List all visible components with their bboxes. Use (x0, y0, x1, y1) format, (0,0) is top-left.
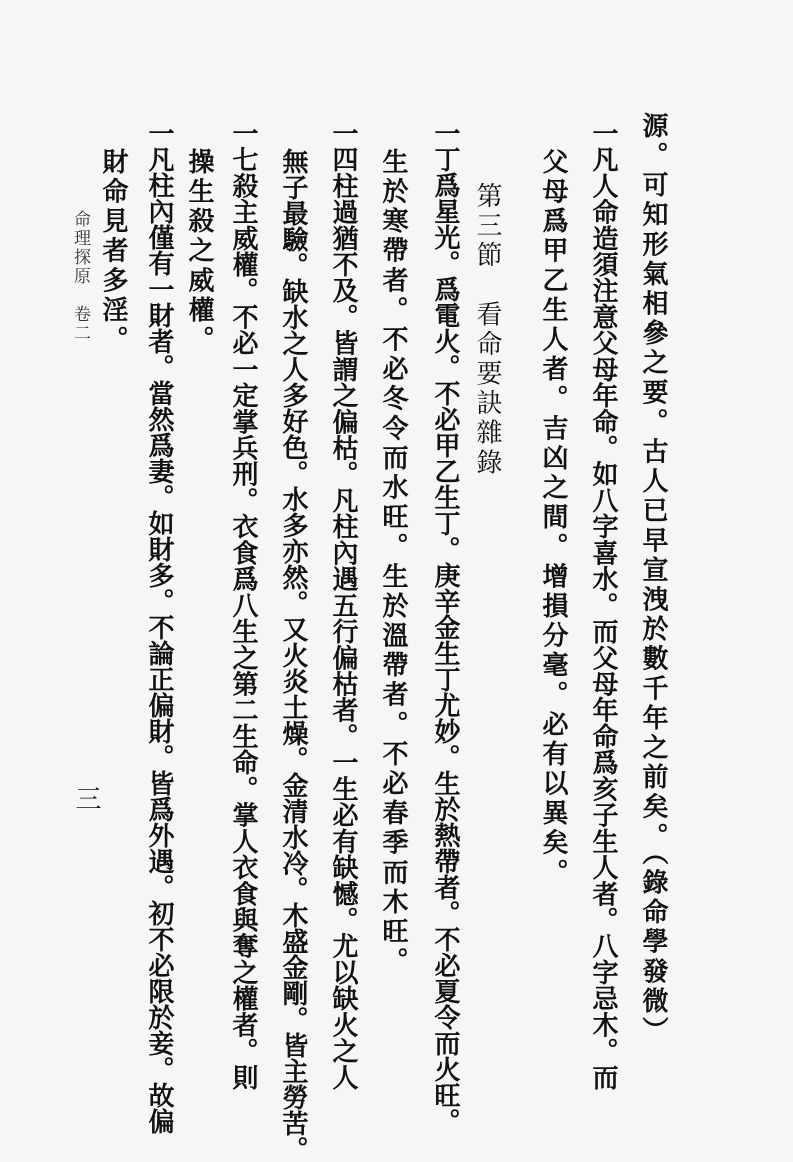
page-number: 三 (71, 785, 101, 811)
text-column-1: 源。可知形氣相參之要。古人已早宣洩於數千年之前矣。（錄命學發微） (638, 112, 668, 1047)
text-column-2: 一凡人命造須注意父母年命。如八字喜水。而父母年命爲亥子生人者。八字忌木。而 (588, 120, 618, 1091)
text-column-8: 無子最驗。缺水之人多好色。水多亦然。又火炎土燥。金清水冷。木盛金剛。皆主勞苦。 (278, 148, 308, 1162)
running-title: 命理探原 卷二 (70, 210, 90, 343)
section-heading: 第三節 看命要訣雜錄 (472, 182, 502, 478)
text-column-3: 父母爲甲乙生人者。吉凶之間。增損分毫。必有以異矣。 (538, 148, 568, 888)
text-column-5: 一丁爲星光。爲電火。不必甲乙生丁。庚辛金生丁尤妙。生於熱帶者。不必夏令而火旺。 (430, 120, 460, 1134)
text-column-7: 一四柱過猶不及。皆謂之偏枯。凡柱內遇五行偏枯者。一生必有缺憾。尤以缺火之人 (328, 120, 358, 1091)
text-column-12: 財命見者多淫。 (98, 148, 128, 356)
text-column-11: 一凡柱內僅有一財者。當然爲妻。如財多。不論正偏財。皆爲外遇。初不必限於妾。故偏 (144, 120, 174, 1134)
text-column-9: 一七殺主威權。不必一定掌兵刑。衣食爲八生之第二生命。掌人衣食與奪之權者。則 (228, 120, 258, 1091)
text-column-6: 生於寒帶者。不必冬令而水旺。生於溫帶者。不必春季而木旺。 (378, 148, 408, 977)
text-column-10: 操生殺之威權。 (184, 148, 214, 356)
